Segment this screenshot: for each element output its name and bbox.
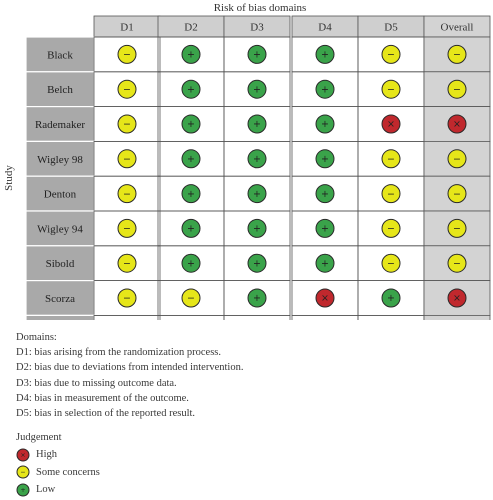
- grid-cell: [94, 315, 160, 320]
- judgement-low-d3: [248, 289, 266, 307]
- domain-d2-description: D2: bias due to deviations from intended intervention.: [16, 362, 244, 374]
- grid-cell: [424, 315, 490, 320]
- study-name: Denton: [43, 188, 77, 201]
- judgement-symbol: +: [187, 223, 195, 235]
- judgement-symbol: −: [387, 223, 395, 235]
- study-name: Belch: [47, 84, 73, 97]
- judgement-high-d4: [316, 289, 334, 307]
- judgement-symbol: +: [321, 188, 329, 200]
- judgement-some-d1: [118, 150, 136, 168]
- judgement-low-d2: [182, 254, 200, 272]
- judgement-some-d2: [182, 289, 200, 307]
- judgement-low-d3: [248, 115, 266, 133]
- judgement-some-d1: [118, 289, 136, 307]
- judgement-symbol: −: [453, 258, 461, 270]
- low-risk-icon: [16, 483, 30, 497]
- judgement-symbol: +: [187, 84, 195, 96]
- grid-cell: [224, 315, 290, 320]
- judgement-some-overall: [448, 150, 466, 168]
- study-axis-label: Study: [3, 165, 15, 191]
- column-header-d4: D4: [318, 21, 332, 34]
- study-name: Scorza: [45, 293, 75, 305]
- judgement-low-d5: [382, 289, 400, 307]
- judgement-symbol: +: [253, 223, 261, 235]
- judgement-symbol: +: [187, 154, 195, 166]
- study-cell: [26, 315, 94, 320]
- judgement-high-overall: [448, 289, 466, 307]
- judgement-symbol: −: [387, 188, 395, 200]
- judgement-symbol: −: [123, 258, 131, 270]
- judgement-symbol: ×: [453, 293, 461, 305]
- column-header-d5: D5: [384, 21, 398, 34]
- column-header-overall: Overall: [440, 21, 474, 34]
- judgement-some-d5: [382, 185, 400, 203]
- column-header-d2: D2: [184, 21, 198, 34]
- judgement-low-d2: [182, 115, 200, 133]
- legend-symbol: [17, 484, 29, 496]
- judgement-high-overall: [448, 115, 466, 133]
- judgement-low-label: Low: [36, 484, 56, 496]
- judgement-symbol: +: [187, 119, 195, 131]
- judgement-symbol: +: [321, 154, 329, 166]
- judgement-some-d5: [382, 45, 400, 63]
- judgement-low-d3: [248, 80, 266, 98]
- judgement-low-d2: [182, 185, 200, 203]
- judgement-symbol: −: [123, 84, 131, 96]
- domain-d1-description: D1: bias arising from the randomization process.: [16, 347, 221, 359]
- judgement-symbol: +: [187, 258, 195, 270]
- judgement-low-d3: [248, 150, 266, 168]
- judgement-some-overall: [448, 45, 466, 63]
- judgement-high-label: High: [36, 449, 57, 461]
- judgement-legend: [16, 430, 100, 499]
- judgement-some-d1: [118, 80, 136, 98]
- judgement-symbol: +: [387, 293, 395, 305]
- judgement-some-d5: [382, 219, 400, 237]
- judgement-some-d5: [382, 80, 400, 98]
- judgement-some-d1: [118, 185, 136, 203]
- judgement-symbol: −: [387, 154, 395, 166]
- judgement-symbol: −: [453, 154, 461, 166]
- column-header-d1: D1: [120, 21, 134, 34]
- judgement-symbol: −: [123, 154, 131, 166]
- judgement-symbol: +: [253, 258, 261, 270]
- judgement-legend-title: Judgement: [16, 432, 62, 443]
- judgement-low-d4: [316, 185, 334, 203]
- judgement-symbol: ×: [321, 293, 329, 305]
- judgement-low-d2: [182, 150, 200, 168]
- judgement-high-d5: [382, 115, 400, 133]
- judgement-low-d3: [248, 45, 266, 63]
- judgement-some-d1: [118, 219, 136, 237]
- judgement-low-d4: [316, 150, 334, 168]
- study-name: Sibold: [45, 258, 75, 271]
- judgement-symbol: −: [123, 293, 131, 305]
- judgement-symbol: +: [253, 84, 261, 96]
- judgement-symbol: −: [123, 188, 131, 200]
- judgement-low-d3: [248, 185, 266, 203]
- judgement-some-overall: [448, 185, 466, 203]
- domain-d5-description: D5: bias in selection of the reported result.: [16, 408, 196, 420]
- grid-cell: [158, 315, 224, 320]
- judgement-symbol: +: [20, 487, 26, 495]
- judgement-symbol: +: [321, 258, 329, 270]
- judgement-low: [16, 481, 100, 499]
- legend-symbol: [17, 466, 29, 478]
- judgement-symbol: +: [187, 188, 195, 200]
- domain-d4-description: D4: bias in measurement of the outcome.: [16, 392, 189, 404]
- judgement-symbol: +: [321, 84, 329, 96]
- judgement-some-overall: [448, 219, 466, 237]
- judgement-symbol: −: [453, 49, 461, 61]
- judgement-some-d1: [118, 115, 136, 133]
- judgement-some-d1: [118, 45, 136, 63]
- judgement-low-d4: [316, 115, 334, 133]
- domains-legend-title: Domains:: [16, 332, 57, 343]
- judgement-symbol: +: [253, 293, 261, 305]
- judgement-some-d5: [382, 254, 400, 272]
- judgement-symbol: ×: [20, 452, 26, 460]
- judgement-symbol: −: [187, 293, 195, 305]
- judgement-low-d2: [182, 45, 200, 63]
- study-name: Wigley 94: [37, 223, 83, 236]
- judgement-some-d5: [382, 150, 400, 168]
- study-name: Rademaker: [34, 119, 86, 131]
- judgement-symbol: +: [253, 49, 261, 61]
- judgement-symbol: +: [187, 49, 195, 61]
- judgement-symbol: ×: [387, 119, 395, 131]
- domain-d3-description: D3: bias due to missing outcome data.: [16, 377, 177, 389]
- judgement-symbol: +: [253, 154, 261, 166]
- judgement-low-d4: [316, 45, 334, 63]
- judgement-symbol: −: [387, 258, 395, 270]
- judgement-symbol: +: [321, 49, 329, 61]
- judgement-symbol: +: [321, 119, 329, 131]
- judgement-symbol: −: [387, 84, 395, 96]
- legend: [16, 330, 243, 421]
- domains-title: Risk of bias domains: [213, 2, 307, 14]
- judgement-symbol: −: [453, 84, 461, 96]
- judgement-symbol: −: [20, 469, 26, 477]
- judgement-low-d4: [316, 219, 334, 237]
- judgement-low-d3: [248, 219, 266, 237]
- high-risk-icon: [16, 448, 30, 462]
- judgement-symbol: −: [123, 49, 131, 61]
- judgement-high: [16, 446, 100, 464]
- judgement-symbol: +: [253, 188, 261, 200]
- judgement-some-overall: [448, 254, 466, 272]
- judgement-symbol: −: [123, 223, 131, 235]
- legend-symbol: [17, 449, 29, 461]
- judgement-symbol: +: [253, 119, 261, 131]
- judgement-low-d4: [316, 80, 334, 98]
- judgement-low-d2: [182, 80, 200, 98]
- judgement-low-d3: [248, 254, 266, 272]
- grid-cell: [358, 315, 424, 320]
- judgement-symbol: −: [453, 188, 461, 200]
- judgement-symbol: ×: [453, 119, 461, 131]
- judgement-some-concerns: [16, 464, 100, 482]
- judgement-symbol: +: [321, 223, 329, 235]
- judgement-some-label: Some concerns: [36, 466, 100, 478]
- judgement-symbol: −: [123, 119, 131, 131]
- study-name: Wigley 98: [37, 153, 83, 166]
- judgement-low-d4: [316, 254, 334, 272]
- some-concerns-icon: [16, 465, 30, 479]
- judgement-low-d2: [182, 219, 200, 237]
- study-name: Black: [47, 49, 73, 62]
- judgement-some-overall: [448, 80, 466, 98]
- judgement-some-d1: [118, 254, 136, 272]
- judgement-symbol: −: [387, 49, 395, 61]
- grid-cell: [292, 315, 358, 320]
- judgement-symbol: −: [453, 223, 461, 235]
- column-header-d3: D3: [250, 21, 264, 34]
